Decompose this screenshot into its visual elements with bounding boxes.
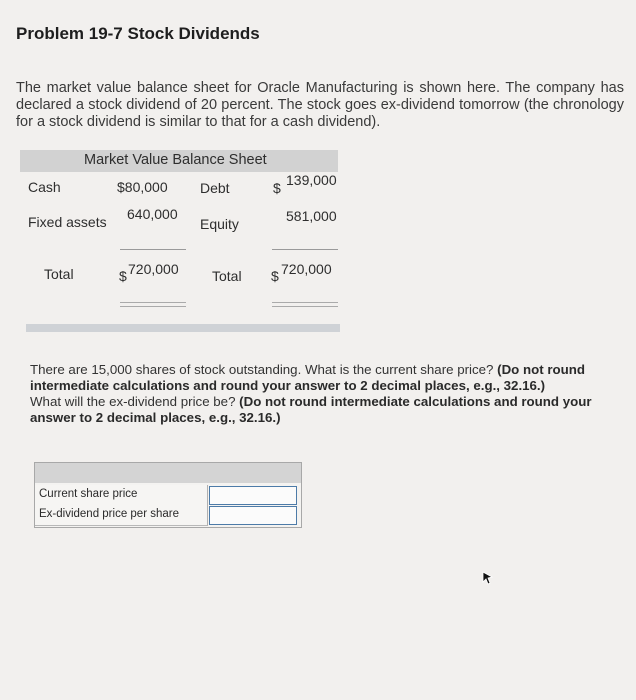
right-subtotal-rule bbox=[272, 249, 338, 250]
left-double-rule-bottom bbox=[120, 306, 186, 307]
cash-value: $80,000 bbox=[117, 179, 168, 195]
total-liabilities-dollar-sign: $ bbox=[271, 268, 279, 284]
current-share-price-input[interactable] bbox=[209, 486, 297, 505]
problem-title: Problem 19-7 Stock Dividends bbox=[16, 24, 260, 43]
right-double-rule-bottom bbox=[272, 306, 338, 307]
question-text bbox=[30, 362, 610, 426]
balance-sheet-footer bbox=[26, 324, 340, 332]
question-part2-instructions: (Do not round intermediate calculations and round your answer to 2 decimal places, e.g., 32.16.) bbox=[30, 394, 592, 425]
ex-dividend-price-label: Ex-dividend price per share bbox=[39, 508, 179, 520]
total-assets-dollar-sign: $ bbox=[119, 268, 127, 284]
answer-label-cell bbox=[35, 485, 208, 506]
left-double-rule-top bbox=[120, 302, 186, 303]
debt-label: Debt bbox=[200, 180, 230, 196]
total-liabilities-value: 720,000 bbox=[281, 261, 332, 277]
current-share-price-label: Current share price bbox=[39, 488, 138, 500]
problem-description: The market value balance sheet for Oracle Manufacturing is shown here. The company has declared a stock dividend of 20 percent. The stock goes ex-dividend tomorrow (the chronology for a stock dividend is similar to that for a cash dividend). bbox=[16, 80, 624, 130]
ex-dividend-price-input[interactable] bbox=[209, 506, 297, 525]
cash-label: Cash bbox=[28, 179, 61, 195]
question-part1: There are 15,000 shares of stock outstanding. What is the current share price? bbox=[30, 362, 494, 377]
equity-value: 581,000 bbox=[286, 208, 337, 224]
total-liabilities-label: Total bbox=[212, 268, 242, 284]
right-double-rule-top bbox=[272, 302, 338, 303]
fixed-assets-label: Fixed assets bbox=[28, 214, 107, 230]
mouse-pointer-icon bbox=[482, 571, 494, 585]
fixed-assets-value: 640,000 bbox=[127, 206, 178, 222]
question-part2: What will the ex-dividend price be? bbox=[30, 394, 236, 409]
balance-sheet-title: Market Value Balance Sheet bbox=[84, 152, 267, 168]
answer-label-cell bbox=[35, 505, 208, 526]
equity-label: Equity bbox=[200, 216, 239, 232]
debt-dollar-sign: $ bbox=[273, 180, 281, 196]
answer-table bbox=[34, 462, 302, 528]
debt-value: 139,000 bbox=[286, 172, 337, 188]
total-assets-value: 720,000 bbox=[128, 261, 179, 277]
answer-row-ex-dividend-price bbox=[35, 505, 301, 525]
left-subtotal-rule bbox=[120, 249, 186, 250]
total-assets-label: Total bbox=[44, 266, 74, 282]
answer-row-current-price bbox=[35, 485, 301, 505]
answer-table-header bbox=[35, 463, 301, 483]
question-part1-instructions: (Do not round intermediate calculations and round your answer to 2 decimal places, e.g., 32.16.) bbox=[30, 362, 586, 393]
